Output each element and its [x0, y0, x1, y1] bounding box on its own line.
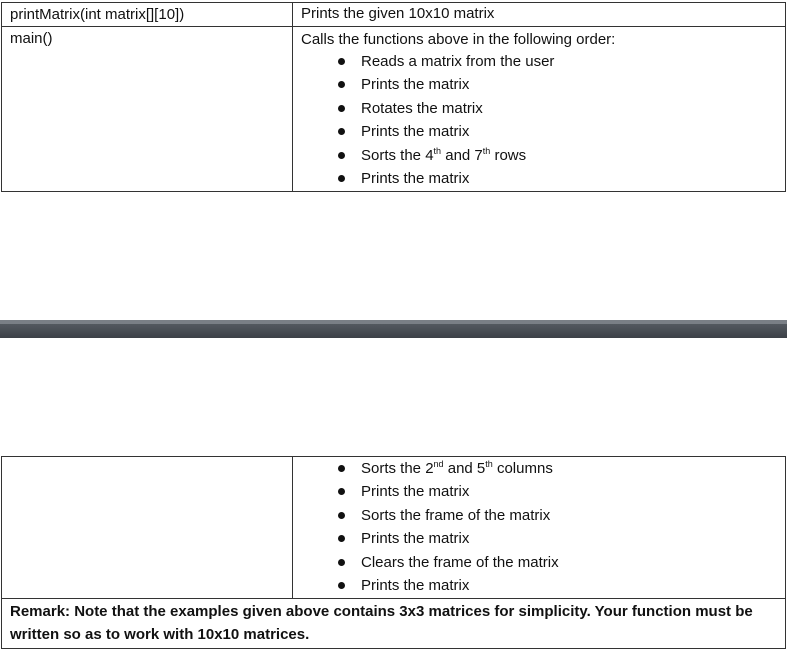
- table-row: [2, 457, 786, 599]
- ordinal-suffix: th: [433, 145, 442, 156]
- function-description-printmatrix: Prints the given 10x10 matrix: [293, 3, 786, 27]
- list-item: Prints the matrix: [301, 527, 777, 550]
- step-text: and 5: [443, 460, 486, 477]
- functions-table: [1, 2, 786, 192]
- list-item: Prints the matrix: [301, 480, 777, 503]
- function-description-main: [293, 27, 786, 192]
- empty-cell: [2, 457, 293, 599]
- table-row: [2, 27, 786, 192]
- list-item: Prints the matrix: [301, 167, 777, 190]
- step-text: and 7: [441, 146, 483, 164]
- step-text: rows: [490, 146, 527, 164]
- table-row: [2, 3, 786, 27]
- main-steps-list-continued: [301, 457, 777, 597]
- ordinal-suffix: th: [485, 459, 493, 469]
- main-steps-continued: [293, 457, 786, 599]
- step-text: Sorts the 2: [361, 460, 434, 477]
- remark-note: Remark: Note that the examples given above contains 3x3 matrices for simplicity. Your function must be written so as to work with 10x10 matrices.: [2, 599, 786, 649]
- list-item: Reads a matrix from the user: [301, 50, 777, 73]
- list-item: [301, 144, 777, 167]
- list-item: Prints the matrix: [301, 120, 777, 143]
- ordinal-suffix: th: [482, 145, 491, 156]
- main-description-intro: Calls the functions above in the following order:: [301, 31, 616, 48]
- table-row: [2, 599, 786, 649]
- list-item: Sorts the frame of the matrix: [301, 504, 777, 527]
- function-name-main: main(): [2, 27, 293, 192]
- step-text: columns: [492, 460, 553, 477]
- list-item: [301, 457, 777, 480]
- function-name-printmatrix: printMatrix(int matrix[][10]): [2, 3, 293, 27]
- ordinal-suffix: nd: [433, 459, 444, 469]
- list-item: Clears the frame of the matrix: [301, 551, 777, 574]
- list-item: Rotates the matrix: [301, 97, 777, 120]
- list-item: Prints the matrix: [301, 574, 777, 597]
- page-divider: [0, 320, 787, 338]
- step-text: Sorts the 4: [361, 146, 434, 164]
- main-steps-list: [301, 50, 777, 190]
- list-item: Prints the matrix: [301, 73, 777, 96]
- functions-table-continued: [1, 456, 786, 649]
